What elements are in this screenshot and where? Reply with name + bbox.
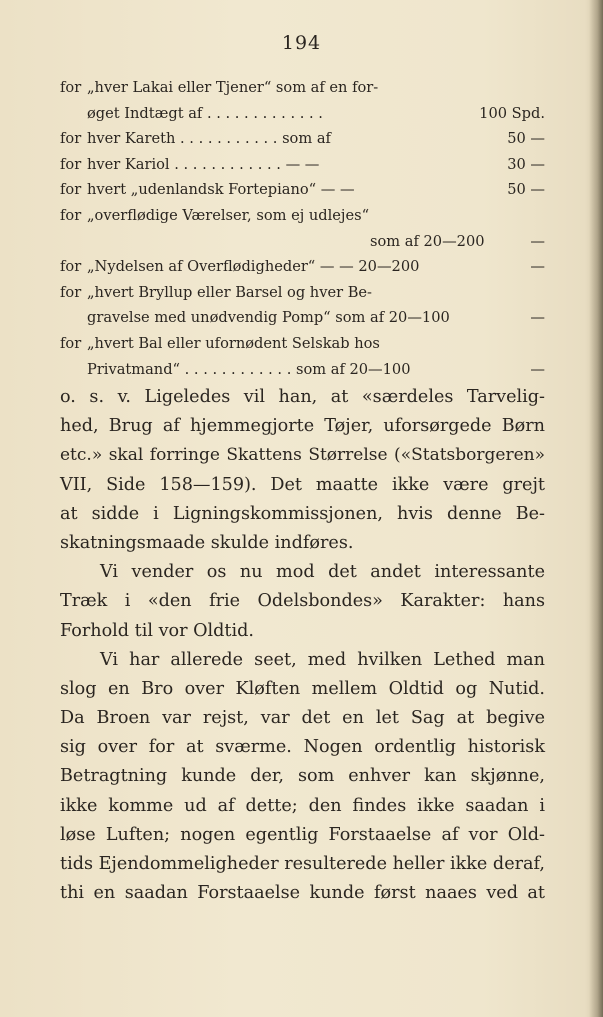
tax-line-lead: for [60, 79, 82, 96]
tax-line-amount: 100 Spd. [479, 104, 545, 122]
body-line: hed, Brug af hjemmegjorte Tøjer, uforsørgede Børn [60, 416, 545, 437]
tax-line-amount: — [530, 232, 545, 250]
tax-line [60, 203, 545, 229]
tax-line [60, 254, 545, 280]
tax-line-lead: for [60, 283, 82, 301]
page-edge-shadow [589, 0, 603, 1017]
tax-line [60, 177, 545, 203]
tax-line-lead: for [60, 181, 82, 199]
body-line: Træk i «den frie Odelsbondes» Karakter: hans [60, 591, 545, 612]
body-line: VII, Side 158—159). Det maatte ikke være grejt [60, 474, 545, 495]
body-line: skatningsmaade skulde indføres. [60, 532, 354, 553]
tax-line-text: „Nydelsen af Overflødigheder“ — — 20—200 [87, 258, 420, 276]
tax-line-amount: 50 — [507, 181, 545, 199]
body-line: etc.» skal forringe Skattens Størrelse («Statsborgeren» [60, 445, 545, 466]
tax-line-text: øget Indtægt af . . . . . . . . . . . . . [87, 104, 323, 122]
tax-line-text: „overflødige Værelser, som ej udlejes“ [87, 206, 370, 224]
body-line: at sidde i Ligningskommissjonen, hvis denne Be- [60, 503, 545, 524]
tax-line-lead: for [60, 130, 82, 148]
tax-line [60, 75, 545, 101]
tax-list [60, 75, 545, 382]
tax-line-lead: for [60, 258, 82, 276]
tax-line-lead: for [60, 206, 82, 224]
tax-line-text: „hvert Bryllup eller Barsel og hver Be- [87, 283, 372, 301]
tax-line-lead: for [60, 334, 82, 352]
tax-line-amount: 30 — [507, 155, 545, 173]
tax-line [60, 152, 545, 178]
tax-line-text: „hvert Bal eller ufornødent Selskab hos [87, 334, 380, 352]
tax-line-amount: — [530, 258, 545, 276]
tax-line [60, 280, 545, 306]
body-text [60, 383, 545, 908]
tax-line-text: „hver Lakai eller Tjener“ som af en for- [87, 79, 379, 96]
body-line: ikke komme ud af dette; den findes ikke saadan i [60, 795, 545, 816]
page-number: 194 [281, 32, 322, 54]
tax-line [60, 331, 545, 357]
tax-line-text: hver Kareth . . . . . . . . . . . som af [87, 130, 331, 148]
body-line: Betragtning kunde der, som enhver kan skjønne, [60, 766, 545, 787]
body-line: tids Ejendommeligheder resulterede heller ikke deraf, [60, 854, 545, 874]
body-line: Vi har allerede seet, med hvilken Lethed man [100, 649, 545, 670]
tax-line-lead: for [60, 155, 82, 173]
tax-line [60, 357, 545, 383]
tax-line-amount: — [530, 360, 545, 378]
tax-line [60, 305, 545, 331]
tax-line [60, 229, 545, 255]
body-line: Vi vender os nu mod det andet interessante [100, 562, 545, 583]
tax-line [60, 126, 545, 152]
body-line: o. s. v. Ligeledes vil han, at «særdeles Tarvelig- [60, 387, 545, 407]
tax-line-rate: som af 20—200 [370, 232, 485, 250]
tax-line [60, 101, 545, 127]
tax-line-text: gravelse med unødvendig Pomp“ som af 20—100 [87, 309, 450, 327]
body-line: løse Luften; nogen egentlig Forstaaelse af vor Old- [60, 824, 545, 845]
body-line: sig over for at sværme. Nogen ordentlig historisk [60, 737, 545, 758]
tax-line-text: hver Kariol . . . . . . . . . . . . — — [87, 155, 320, 173]
tax-line-amount: 50 — [507, 130, 545, 148]
tax-line-text: Privatmand“ . . . . . . . . . . . . som af 20—100 [87, 360, 411, 378]
tax-line-text: hvert „udenlandsk Fortepiano“ — — [87, 181, 355, 199]
tax-line-amount: — [530, 309, 545, 327]
body-line: Forhold til vor Oldtid. [60, 620, 254, 641]
body-line: slog en Bro over Kløften mellem Oldtid og Nutid. [60, 678, 545, 699]
body-line: Da Broen var rejst, var det en let Sag at begive [60, 708, 545, 729]
body-line: thi en saadan Forstaaelse kunde først naaes ved at [60, 883, 545, 904]
